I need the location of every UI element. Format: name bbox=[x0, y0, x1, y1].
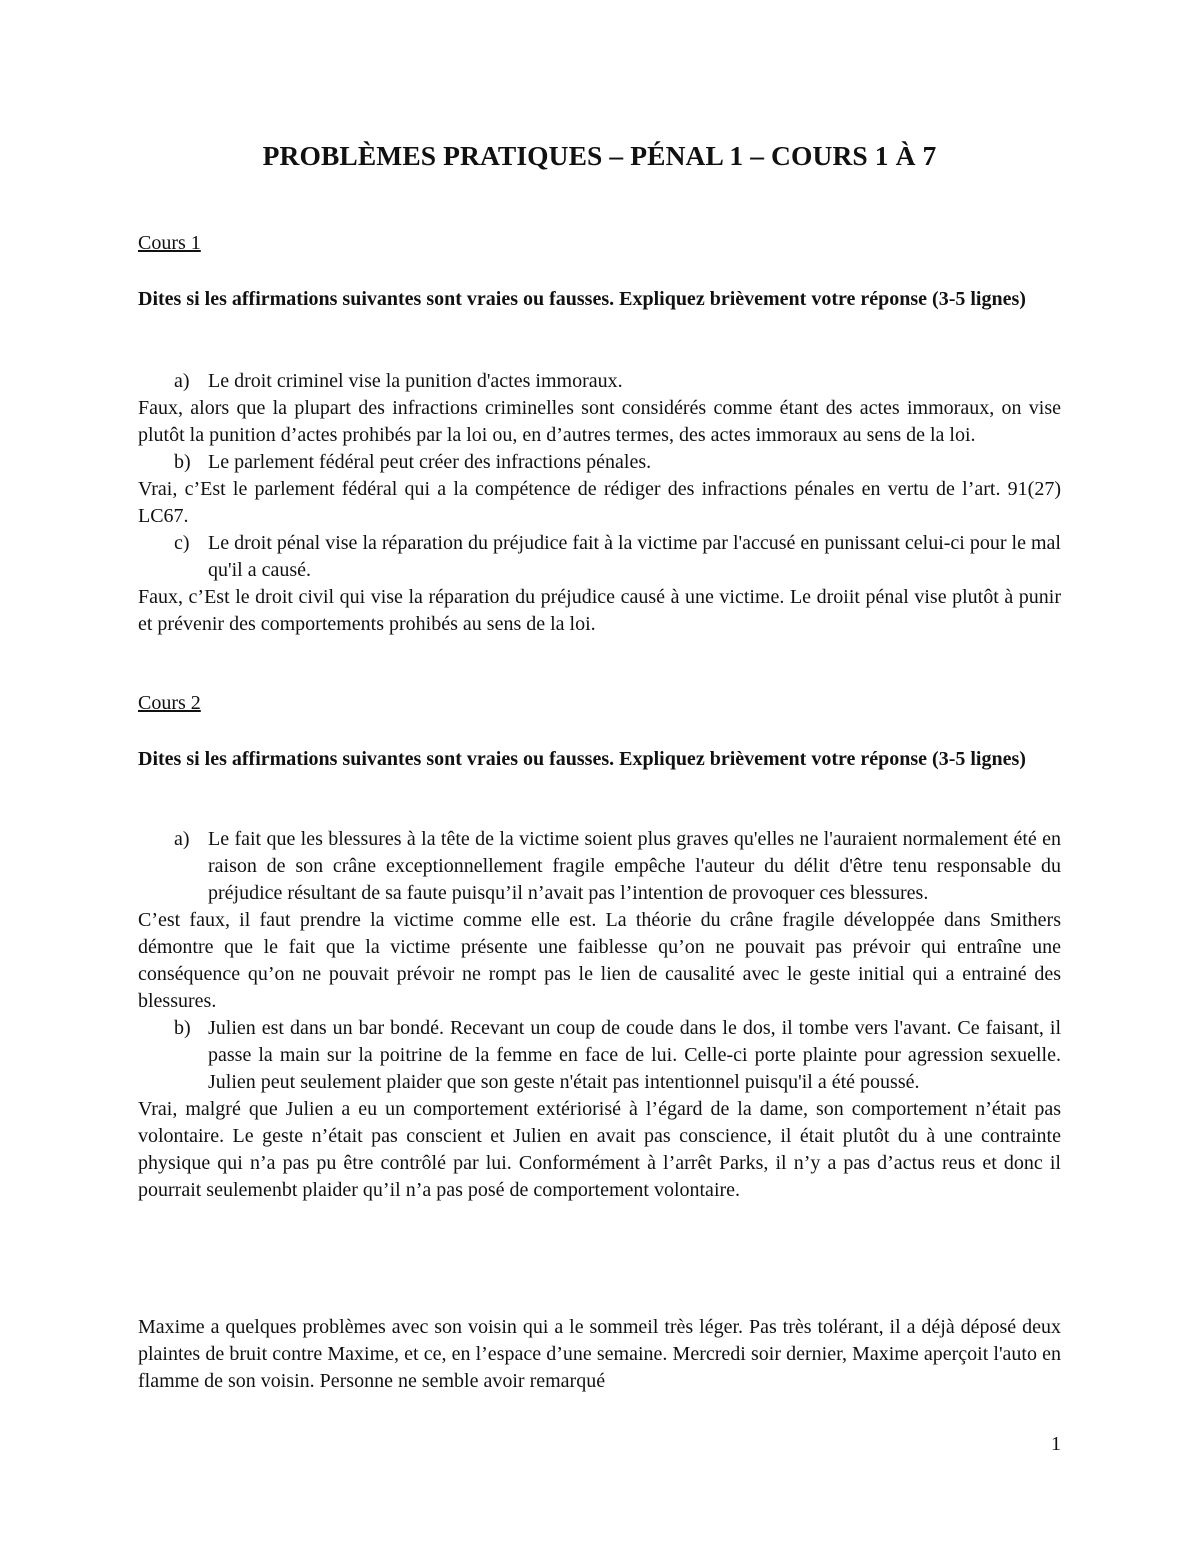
answer-1b: Vrai, c’Est le parlement fédéral qui a la compétence de rédiger des infractions pénales en vertu de l’art. 91(27) LC67. bbox=[138, 478, 1061, 527]
question-marker: c) bbox=[174, 532, 190, 554]
page-number: 1 bbox=[1051, 1433, 1061, 1455]
instruction-cours-2: Dites si les affirmations suivantes sont vraies ou fausses. Expliquez brièvement votre réponse (3-5 lignes) bbox=[138, 748, 1026, 770]
question-1c bbox=[138, 530, 1061, 584]
question-2b bbox=[138, 1015, 1061, 1096]
question-marker: a) bbox=[174, 828, 190, 850]
answer-2b: Vrai, malgré que Julien a eu un comportement extériorisé à l’égard de la dame, son comportement n’était pas volontaire. Le geste n’était pas conscient et Julien en avait pas conscience, il était plutôt du à une contrainte physique qui n’a pas pu être contrôlé par lui. Conformément à l’arrêt Parks, il n’y a pas d’actus reus et donc il pourrait seulemenbt plaider qu’il n’a pas posé de comportement volontaire. bbox=[138, 1098, 1061, 1201]
question-marker: b) bbox=[174, 451, 191, 473]
question-text: Julien est dans un bar bondé. Recevant un coup de coude dans le dos, il tombe vers l'avant. Ce faisant, il passe la main sur la poitrine de la femme en face de lui. Celle-ci porte plainte pour agression sexuelle. Julien peut seulement plaider que son geste n'était pas intentionnel puisqu'il a été poussé. bbox=[208, 1017, 1061, 1093]
instruction-cours-1: Dites si les affirmations suivantes sont vraies ou fausses. Expliquez brièvement votre réponse (3-5 lignes) bbox=[138, 288, 1026, 310]
answer-1a: Faux, alors que la plupart des infractions criminelles sont considérés comme étant des actes immoraux, on vise plutôt la punition d’actes prohibés par la loi ou, en d’autres termes, des actes immoraux au sens de la loi. bbox=[138, 397, 1061, 446]
question-2a bbox=[138, 826, 1061, 907]
section-heading-cours-1: Cours 1 bbox=[138, 232, 201, 254]
page-title: PROBLÈMES PRATIQUES – PÉNAL 1 – COURS 1 À 7 bbox=[262, 140, 937, 171]
document-page bbox=[138, 0, 1061, 1553]
answer-1c: Faux, c’Est le droit civil qui vise la réparation du préjudice causé à une victime. Le droiit pénal vise plutôt à punir et prévenir des comportements prohibés au sens de la loi. bbox=[138, 586, 1061, 635]
question-text: Le droit pénal vise la réparation du préjudice fait à la victime par l'accusé en punissant celui-ci pour le mal qu'il a causé. bbox=[208, 532, 1061, 581]
answer-2a: C’est faux, il faut prendre la victime comme elle est. La théorie du crâne fragile développée dans Smithers démontre que le fait que la victime présente une faiblesse qu’on ne pouvait pas prévoir qui entraîne une conséquence qu’on ne pouvait prévoir ne rompt pas le lien de causalité avec le geste initial qui a entrainé des blessures. bbox=[138, 909, 1061, 1012]
question-text: Le fait que les blessures à la tête de la victime soient plus graves qu'elles ne l'auraient normalement été en raison de son crâne exceptionnellement fragile empêche l'auteur du délit d'être tenu responsable du préjudice résultant de sa faute puisqu’il n’avait pas l’intention de provoquer ces blessures. bbox=[208, 828, 1061, 904]
cours-2-items bbox=[138, 826, 1061, 1204]
closing-paragraph: Maxime a quelques problèmes avec son voisin qui a le sommeil très léger. Pas très tolérant, il a déjà déposé deux plaintes de bruit contre Maxime, et ce, en l’espace d’une semaine. Mercredi soir dernier, Maxime aperçoit l'auto en flamme de son voisin. Personne ne semble avoir remarqué bbox=[138, 1316, 1061, 1392]
question-1a bbox=[138, 368, 1061, 395]
question-text: Le droit criminel vise la punition d'actes immoraux. bbox=[208, 370, 623, 392]
question-1b bbox=[138, 449, 1061, 476]
question-text: Le parlement fédéral peut créer des infractions pénales. bbox=[208, 451, 652, 473]
question-marker: a) bbox=[174, 370, 190, 392]
section-heading-cours-2: Cours 2 bbox=[138, 692, 201, 714]
cours-1-items bbox=[138, 368, 1061, 638]
question-marker: b) bbox=[174, 1017, 191, 1039]
